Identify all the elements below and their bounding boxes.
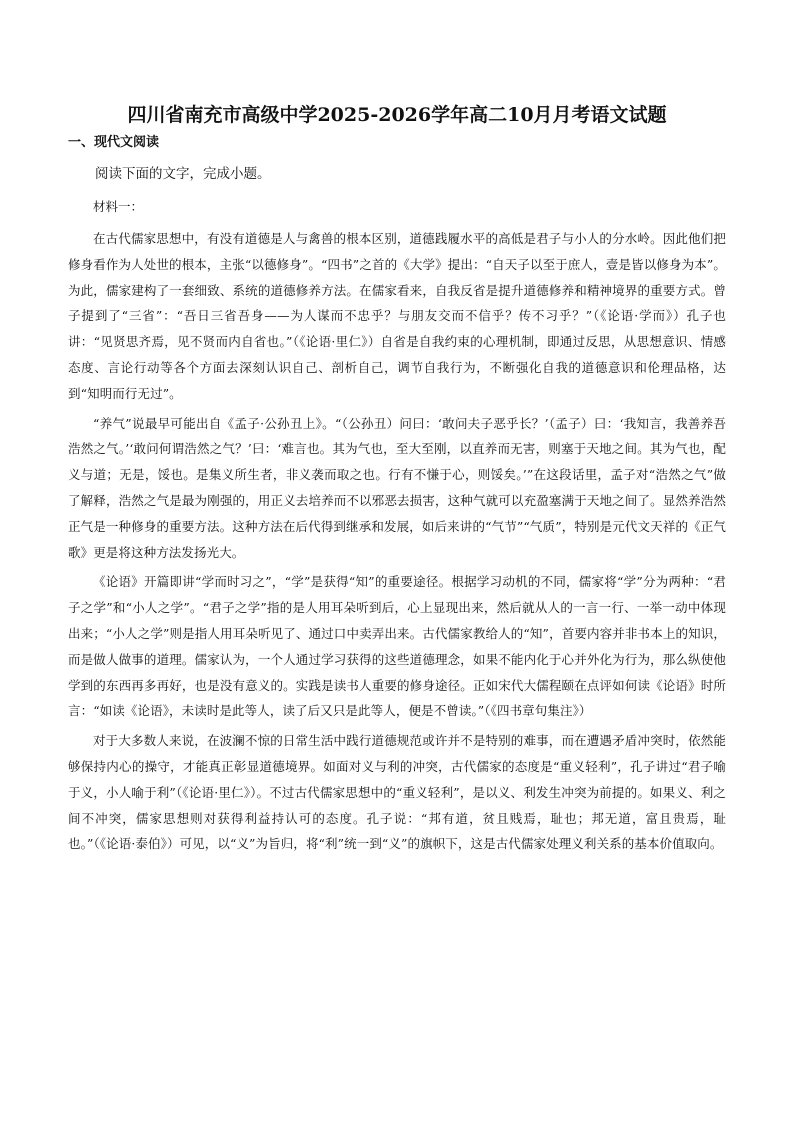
paragraph-1: 在古代儒家思想中，有没有道德是人与禽兽的根本区别，道德践履水平的高低是君子与小人的分水岭。因此他们把修身看作为人处世的根本，主张“以德修身”。“四书”之首的《大学》提出：“自天子以至于庶人，壹是皆以修身为本”。为此，儒家建构了一套细致、系统的道德修养方法。在儒家看来，自我反省是提升道德修养和精神境界的重要方式。曾子提到了“三省”：“吾日三省吾身——为人谋而不忠乎？与朋友交而不信乎？传不习乎？”（《论语·学而》）孔子也讲：“见贤思齐焉，见不贤而内自省也。”（《论语·里仁》）自省是自我约束的心理机制，即通过反思，从思想意识、情感态度、言论行动等各个方面去深刻认识自己、剖析自己，调节自我行为，不断强化自我的道德意识和伦理品格，达到“知明而行无过”。: [68, 231, 726, 401]
page-title: 四川省南充市高级中学2025-2026学年高二10月月考语文试题: [127, 104, 667, 126]
paragraph-4: 对于大多数人来说，在波澜不惊的日常生活中践行道德规范或许并不是特别的难事，而在遭遇矛盾冲突时，依然能够保持内心的操守，才能真正彰显道德境界。如面对义与利的冲突，古代儒家的态度是“重义轻利”，孔子讲过“君子喻于义，小人喻于利”（《论语·里仁》）。不过古代儒家思想中的“重义轻利”，是以义、利发生冲突为前提的。如果义、利之间不冲突，儒家思想则对获得利益持认可的态度。孔子说：“邦有道，贫且贱焉，耻也；邦无道，富且贵焉，耻也。”（《论语·泰伯》）可见，以“义”为旨归，将“利”统一到“义”的旗帜下，这是古代儒家处理义利关系的基本价值取向。: [68, 733, 726, 852]
material-label: 材料一：: [93, 199, 144, 214]
reading-instruction: 阅读下面的文字，完成小题。: [95, 166, 271, 182]
paragraph-2: “养气”说最早可能出自《孟子·公孙丑上》。“（公孙丑）问曰：‘敢问夫子恶乎长？’（孟子）曰：‘我知言，我善养吾浩然之气。’‘敢问何谓浩然之气？’曰：‘难言也。其为气也，至大至刚，以直养而无害，则塞于天地之间。其为气也，配义与道；无是，馁也。是集义所生者，非义袭而取之也。行有不慊于心，则馁矣。’”在这段话里，孟子对“浩然之气”做了解释，浩然之气是最为刚强的，用正义去培养而不以邪恶去损害，这种气就可以充盈塞满于天地之间了。显然养浩然正气是一种修身的重要方法。这种方法在后代得到继承和发展，如后来讲的“气节”“气质”，特别是元代文天祥的《正气歌》更是将这种方法发扬光大。: [68, 415, 726, 560]
paragraph-3: 《论语》开篇即讲“学而时习之”，“学”是获得“知”的重要途径。根据学习动机的不同，儒家将“学”分为两种：“君子之学”和“小人之学”。“君子之学”指的是人用耳朵听到后，心上显现出来，然后就从人的一言一行、一举一动中体现出来；“小人之学”则是指人用耳朵听见了、通过口中卖弄出来。古代儒家教给人的“知”，首要内容并非书本上的知识，而是做人做事的道理。儒家认为，一个人通过学习获得的这些道德理念，如果不能内化于心并外化为行为，那么纵使他学到的东西再多再好，也是没有意义的。实践是读书人重要的修身途径。正如宋代大儒程颐在点评如何读《论语》时所言：“如读《论语》，未读时是此等人，读了后又只是此等人，便是不曾读。”（《四书章句集注》）: [68, 574, 726, 719]
section-heading: 一、现代文阅读: [68, 135, 160, 150]
